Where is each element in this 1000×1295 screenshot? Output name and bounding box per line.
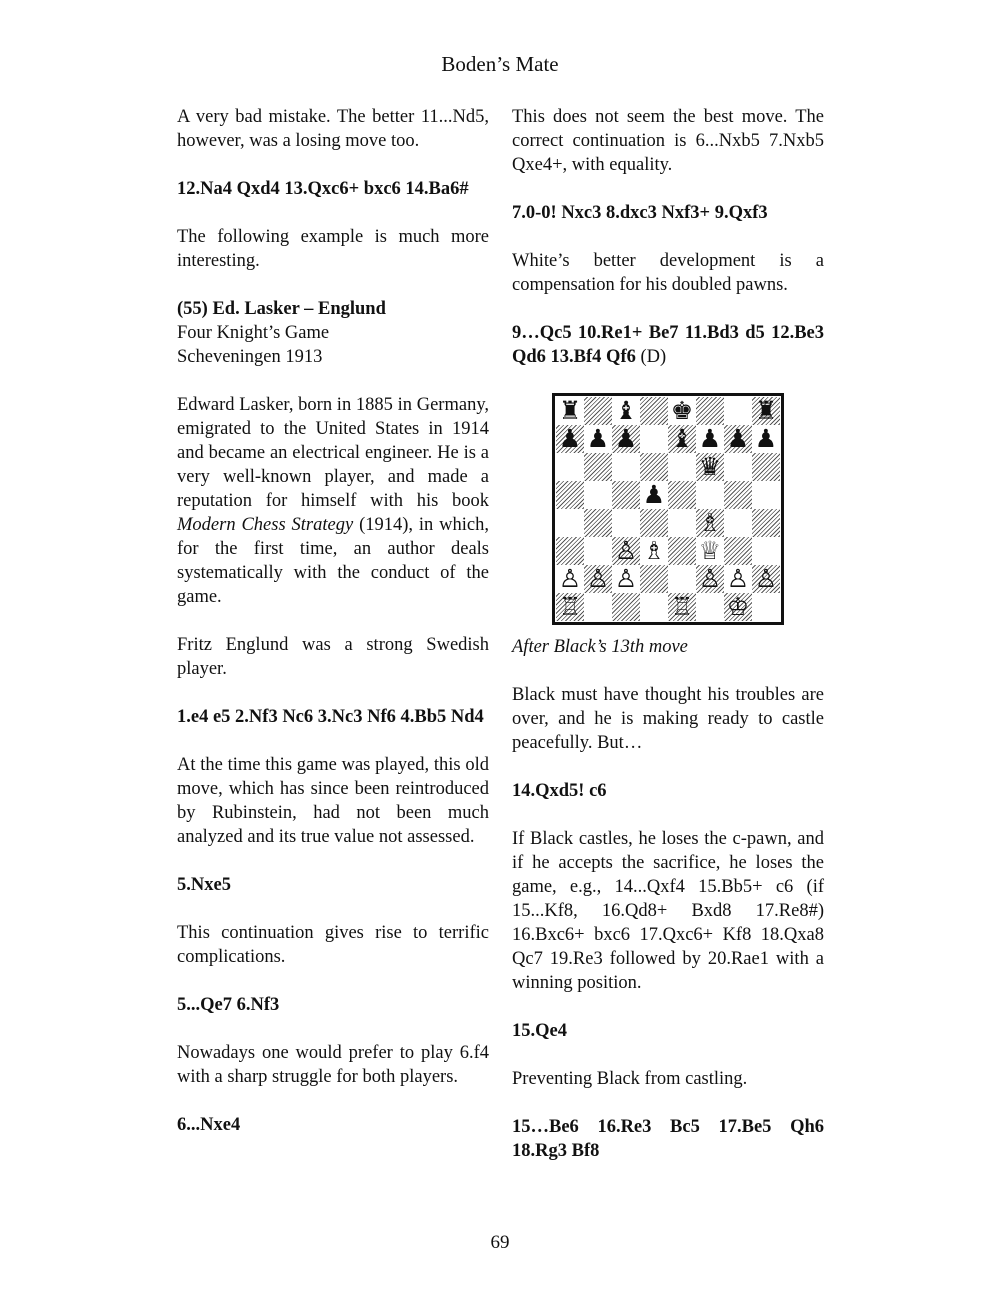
square-h2 xyxy=(752,565,780,593)
left-column xyxy=(177,105,489,1161)
paragraph: The following example is much more interesting. xyxy=(177,227,489,271)
game-heading-block xyxy=(177,297,489,369)
square-h3 xyxy=(752,537,780,565)
paragraph: Nowadays one would prefer to play 6.f4 with a sharp struggle for both players. xyxy=(177,1043,489,1087)
square-c7 xyxy=(612,425,640,453)
move-line: 1.e4 e5 2.Nf3 Nc6 3.Nc3 Nf6 4.Bb5 Nd4 xyxy=(177,707,484,727)
square-b4 xyxy=(584,509,612,537)
move-line: 12.Na4 Qxd4 13.Qxc6+ bxc6 14.Ba6# xyxy=(177,179,469,199)
diagram-caption: After Black’s 13th move xyxy=(512,637,688,657)
square-h6 xyxy=(752,453,780,481)
square-b7 xyxy=(584,425,612,453)
game-heading: (55) Ed. Lasker – Englund xyxy=(177,299,386,319)
chess-piece-icon: ♙ xyxy=(726,564,750,593)
square-f4 xyxy=(696,509,724,537)
square-h5 xyxy=(752,481,780,509)
square-f5 xyxy=(696,481,724,509)
chess-piece-icon: ♙ xyxy=(614,564,638,593)
square-g1 xyxy=(724,593,752,621)
square-a5 xyxy=(556,481,584,509)
square-b8 xyxy=(584,397,612,425)
square-e1 xyxy=(668,593,696,621)
square-b3 xyxy=(584,537,612,565)
move-line: 14.Qxd5! c6 xyxy=(512,781,607,801)
square-a1 xyxy=(556,593,584,621)
chess-piece-icon: ♙ xyxy=(614,536,638,565)
move-line: 15.Qe4 xyxy=(512,1021,567,1041)
square-f7 xyxy=(696,425,724,453)
square-g4 xyxy=(724,509,752,537)
square-d5 xyxy=(640,481,668,509)
chess-piece-icon: ♟ xyxy=(726,424,750,453)
square-a8 xyxy=(556,397,584,425)
square-d7 xyxy=(640,425,668,453)
move-text: 9…Qc5 10.Re1+ Be7 11.Bd3 d5 12.Be3 Qd6 13.Bf4 Qf6 xyxy=(512,323,824,367)
square-d6 xyxy=(640,453,668,481)
square-a4 xyxy=(556,509,584,537)
text-run: Edward Lasker, born in 1885 in Germany, emigrated to the United States in 1914 and became an electrical engineer. He is a very well-known player, and made a reputation for himself with his book xyxy=(177,395,489,511)
chess-piece-icon: ♟ xyxy=(698,424,722,453)
square-h8 xyxy=(752,397,780,425)
square-a7 xyxy=(556,425,584,453)
right-column xyxy=(512,105,824,1187)
paragraph xyxy=(177,393,489,609)
chess-piece-icon: ♕ xyxy=(698,536,722,565)
square-h4 xyxy=(752,509,780,537)
move-line: 5.Nxe5 xyxy=(177,875,231,895)
square-e6 xyxy=(668,453,696,481)
square-g8 xyxy=(724,397,752,425)
chess-piece-icon: ♖ xyxy=(670,592,694,621)
square-g3 xyxy=(724,537,752,565)
move-line: 15…Be6 16.Re3 Bc5 17.Be5 Qh6 18.Rg3 Bf8 xyxy=(512,1117,824,1161)
square-c4 xyxy=(612,509,640,537)
book-title: Modern Chess Strategy xyxy=(177,515,354,535)
move-line: 6...Nxe4 xyxy=(177,1115,241,1135)
square-d4 xyxy=(640,509,668,537)
paragraph: This continuation gives rise to terrific complications. xyxy=(177,923,489,967)
square-a2 xyxy=(556,565,584,593)
square-e4 xyxy=(668,509,696,537)
page-number: 69 xyxy=(490,1232,510,1253)
chess-piece-icon: ♟ xyxy=(642,480,666,509)
diagram-marker: (D) xyxy=(635,347,667,367)
paragraph: This does not seem the best move. The correct continuation is 6...Nxb5 7.Nxb5 Qxe4+, with equality. xyxy=(512,107,824,175)
square-f1 xyxy=(696,593,724,621)
chess-piece-icon: ♜ xyxy=(754,396,778,425)
chess-piece-icon: ♙ xyxy=(698,564,722,593)
square-a3 xyxy=(556,537,584,565)
chess-piece-icon: ♛ xyxy=(698,452,722,481)
chess-piece-icon: ♔ xyxy=(726,592,750,621)
square-e7 xyxy=(668,425,696,453)
square-g5 xyxy=(724,481,752,509)
square-d3 xyxy=(640,537,668,565)
square-c6 xyxy=(612,453,640,481)
square-f6 xyxy=(696,453,724,481)
chess-piece-icon: ♙ xyxy=(754,564,778,593)
chess-piece-icon: ♟ xyxy=(614,424,638,453)
move-line: 7.0-0! Nxc3 8.dxc3 Nxf3+ 9.Qxf3 xyxy=(512,203,768,223)
game-opening: Four Knight’s Game xyxy=(177,323,330,343)
paragraph: White’s better development is a compensation for his doubled pawns. xyxy=(512,251,824,295)
square-e3 xyxy=(668,537,696,565)
square-d8 xyxy=(640,397,668,425)
square-g6 xyxy=(724,453,752,481)
square-e5 xyxy=(668,481,696,509)
game-place: Scheveningen 1913 xyxy=(177,347,323,367)
square-c3 xyxy=(612,537,640,565)
chess-piece-icon: ♟ xyxy=(558,424,582,453)
chess-piece-icon: ♙ xyxy=(558,564,582,593)
square-e2 xyxy=(668,565,696,593)
chess-piece-icon: ♜ xyxy=(558,396,582,425)
square-b6 xyxy=(584,453,612,481)
square-g2 xyxy=(724,565,752,593)
square-d1 xyxy=(640,593,668,621)
square-b5 xyxy=(584,481,612,509)
chess-piece-icon: ♝ xyxy=(614,396,638,425)
chess-piece-icon: ♚ xyxy=(670,396,694,425)
chess-piece-icon: ♗ xyxy=(642,536,666,565)
square-h1 xyxy=(752,593,780,621)
running-header: Boden’s Mate xyxy=(441,52,559,76)
chess-piece-icon: ♙ xyxy=(586,564,610,593)
square-e8 xyxy=(668,397,696,425)
chess-piece-icon: ♟ xyxy=(586,424,610,453)
chess-piece-icon: ♝ xyxy=(670,424,694,453)
square-c8 xyxy=(612,397,640,425)
square-g7 xyxy=(724,425,752,453)
chess-board xyxy=(552,393,784,625)
paragraph: Fritz Englund was a strong Swedish player. xyxy=(177,635,489,679)
square-f3 xyxy=(696,537,724,565)
square-a6 xyxy=(556,453,584,481)
paragraph: Preventing Black from castling. xyxy=(512,1069,748,1089)
square-b1 xyxy=(584,593,612,621)
chess-diagram xyxy=(552,393,784,625)
square-b2 xyxy=(584,565,612,593)
square-c2 xyxy=(612,565,640,593)
paragraph: At the time this game was played, this old move, which has since been reintroduced by Rubinstein, had not been much analyzed and its true value not assessed. xyxy=(177,755,489,847)
square-f8 xyxy=(696,397,724,425)
chess-piece-icon: ♗ xyxy=(698,508,722,537)
square-f2 xyxy=(696,565,724,593)
move-line xyxy=(512,321,824,369)
paragraph: If Black castles, he loses the c-pawn, and if he accepts the sacrifice, he loses the game, e.g., 14...Qxf4 15.Bb5+ c6 (if 15...Kf8, 16.Qd8+ Bxd8 17.Re8#) 16.Bxc6+ bxc6 17.Qxc6+ Kf8 18.Qxa8 Qc7 19.Re3 followed by 20.Rae1 with a winning position. xyxy=(512,829,824,993)
paragraph: A very bad mistake. The better 11...Nd5, however, was a losing move too. xyxy=(177,107,489,151)
chess-piece-icon: ♟ xyxy=(754,424,778,453)
square-d2 xyxy=(640,565,668,593)
paragraph: Black must have thought his troubles are over, and he is making ready to castle peacefully. But… xyxy=(512,685,824,753)
square-h7 xyxy=(752,425,780,453)
chess-piece-icon: ♖ xyxy=(558,592,582,621)
square-c5 xyxy=(612,481,640,509)
move-line: 5...Qe7 6.Nf3 xyxy=(177,995,280,1015)
square-c1 xyxy=(612,593,640,621)
text-run: (1914), in which, for the first time, an author deals systematically with the conduct of the game. xyxy=(177,515,489,607)
